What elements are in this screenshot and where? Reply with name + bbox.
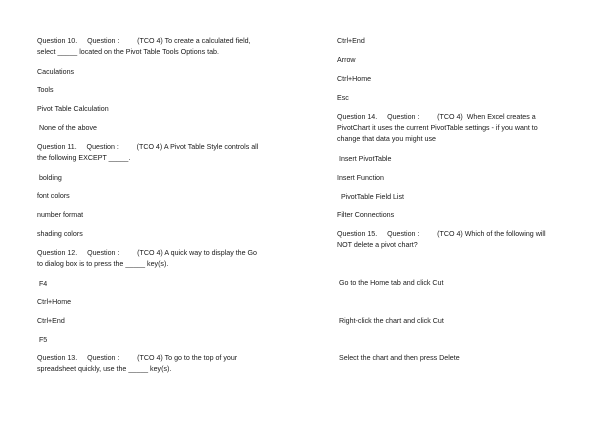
q14-option-b: Insert Function [337, 174, 384, 182]
q10-option-d: None of the above [37, 124, 97, 132]
question-15-text: Question 15. Question : (TCO 4) Which of the following will [337, 230, 546, 238]
question-13-text: Question 13. Question : (TCO 4) To go to the top of your [37, 354, 238, 362]
question-11-text-cont: the following EXCEPT _____. [37, 154, 131, 162]
question-14-text: Question 14. Question : (TCO 4) When Excel creates a [337, 113, 536, 121]
q14-option-a: Insert PivotTable [337, 155, 392, 163]
question-15-text-cont: NOT delete a pivot chart? [337, 241, 418, 249]
q14-option-c: PivotTable Field List [337, 193, 405, 201]
q12-option-a: F4 [37, 280, 48, 288]
q12-option-c: Ctrl+End [37, 317, 65, 325]
q11-option-c: number format [37, 211, 84, 219]
q13-option-d: Esc [337, 94, 349, 102]
q12-option-d: F5 [37, 336, 48, 344]
q12-option-b: Ctrl+Home [37, 298, 72, 306]
q10-option-a: Caculations [37, 68, 75, 76]
q13-option-c: Ctrl+Home [337, 75, 372, 83]
question-10-text-cont: select _____ located on the Pivot Table Tools Options tab. [37, 48, 219, 56]
question-14-text-cont2: change that data you might use [337, 135, 436, 143]
q11-option-a: bolding [37, 174, 62, 182]
q10-option-c: Pivot Table Calculation [37, 105, 109, 113]
question-13-text-cont: spreadsheet quickly, use the _____ key(s). [37, 365, 172, 373]
question-14-text-cont: PivotChart it uses the current PivotTable settings - if you want to [337, 124, 538, 132]
q11-option-b: font colors [37, 192, 70, 200]
question-11-text: Question 11. Question : (TCO 4) A Pivot Table Style controls all [37, 143, 259, 151]
q10-option-b: Tools [37, 86, 54, 94]
q11-option-d: shading colors [37, 230, 83, 238]
question-12-text-cont: to dialog box is to press the _____ key(s). [37, 260, 169, 268]
question-10-text: Question 10. Question : (TCO 4) To create a calculated field, [37, 37, 251, 45]
question-12-text: Question 12. Question : (TCO 4) A quick way to display the Go [37, 249, 258, 257]
q15-option-c: Select the chart and then press Delete [337, 354, 460, 362]
q14-option-d: Filter Connections [337, 211, 395, 219]
q13-option-a: Ctrl+End [337, 37, 365, 45]
q15-option-a: Go to the Home tab and click Cut [337, 279, 444, 287]
q13-option-b: Arrow [337, 56, 356, 64]
q15-option-b: Right-click the chart and click Cut [337, 317, 444, 325]
